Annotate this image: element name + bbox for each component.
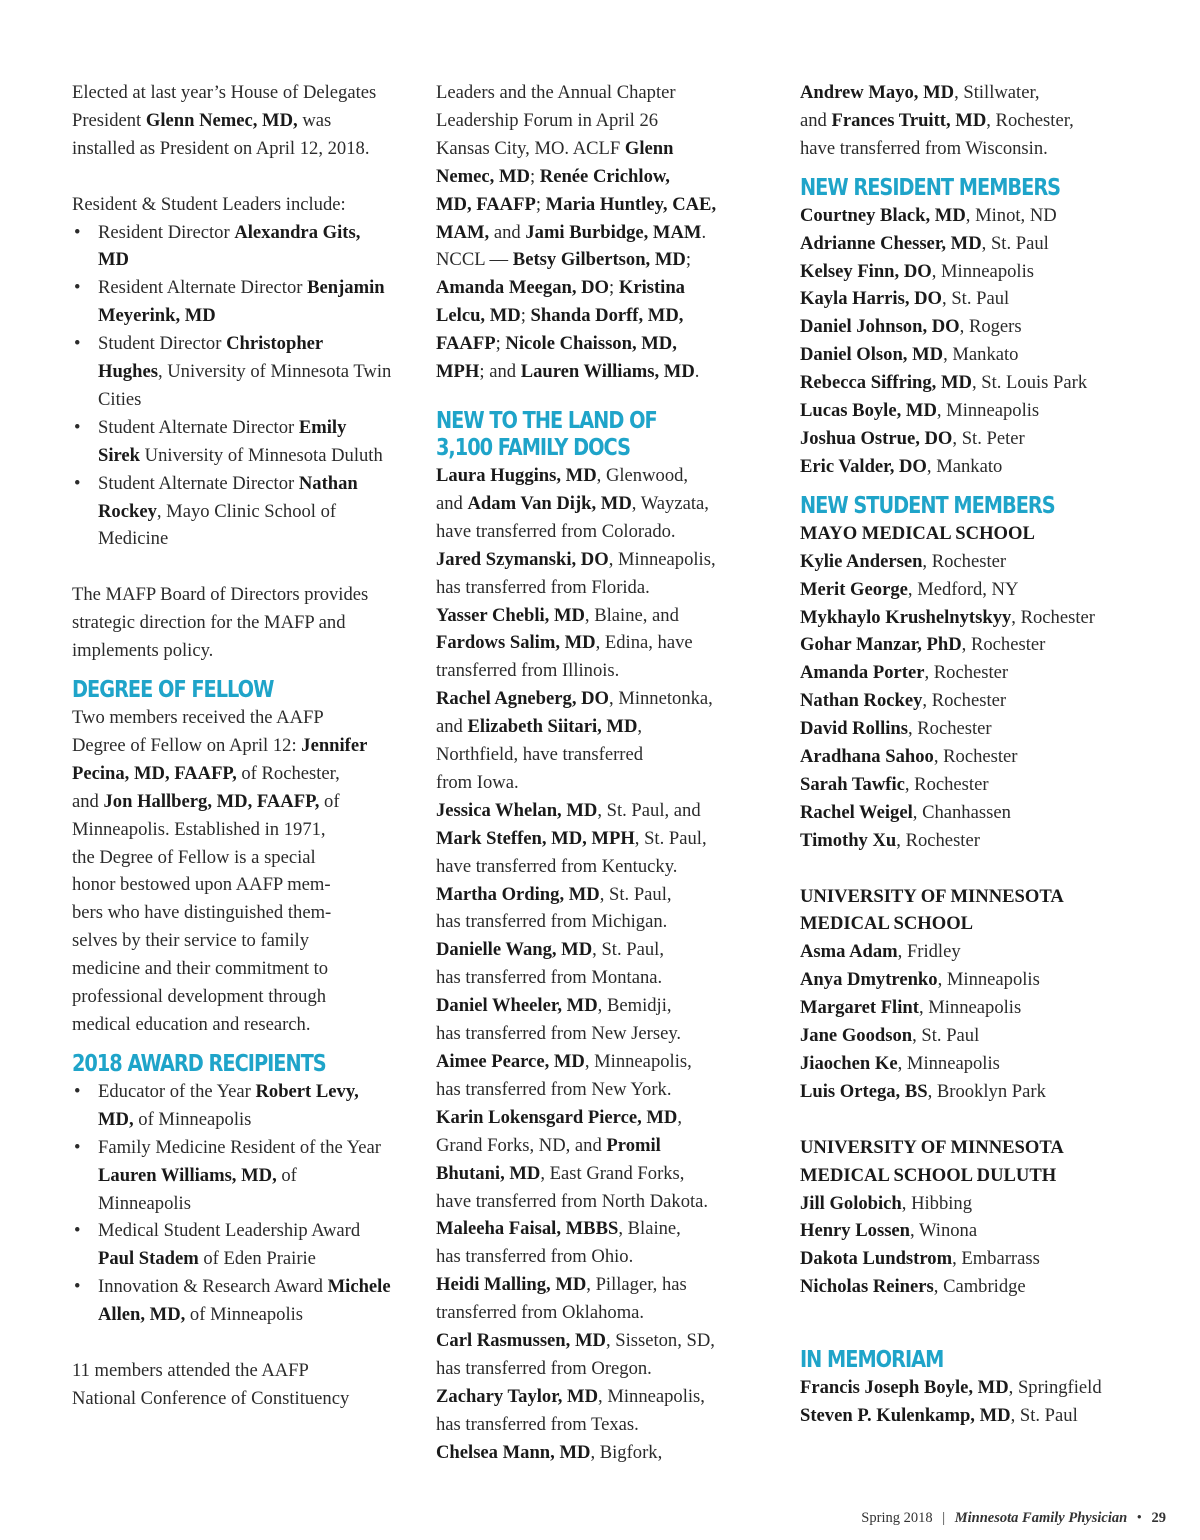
text-line: Gohar Manzar, PhD, Rochester	[800, 634, 1046, 656]
list-item: • Medical Student Leadership Award Paul Stadem of Eden Prairie	[72, 1217, 392, 1273]
text-line: Northfield, have transferred	[436, 744, 644, 766]
text-line: bers who have distinguished them-	[72, 902, 332, 924]
transfer-list	[436, 462, 756, 1467]
text-line: Minneapolis. Established in 1971,	[72, 818, 326, 840]
umn-heading-line2: MEDICAL SCHOOL	[800, 913, 974, 935]
text-line: Kylie Andersen, Rochester	[800, 550, 1007, 572]
text-line: medicine and their commitment to	[72, 958, 329, 980]
text-line: Amanda Meegan, DO; Kristina	[436, 277, 685, 299]
text-line: Luis Ortega, BS, Brooklyn Park	[800, 1080, 1046, 1102]
new-resident-members-heading: NEW RESIDENT MEMBERS	[800, 174, 1061, 201]
text-line: Daniel Wheeler, MD, Bemidji,	[436, 995, 672, 1017]
umd-heading-line1: UNIVERSITY OF MINNESOTA	[800, 1136, 1064, 1158]
text-line: Jessica Whelan, MD, St. Paul, and	[436, 799, 701, 821]
list-item: • Family Medicine Resident of the Year Lauren Williams, MD, of Minneapolis	[72, 1134, 392, 1218]
text-line: and Frances Truitt, MD, Rochester,	[800, 109, 1074, 131]
text-line: installed as President on April 12, 2018.	[72, 137, 370, 159]
column-right	[800, 79, 1140, 1430]
text-line: and Adam Van Dijk, MD, Wayzata,	[436, 492, 709, 514]
new-to-land-heading-line2: 3,100 FAMILY DOCS	[436, 434, 630, 461]
text-line: have transferred from Wisconsin.	[800, 137, 1048, 159]
umn-heading-line1: UNIVERSITY OF MINNESOTA	[800, 885, 1064, 907]
text-line: Mark Steffen, MD, MPH, St. Paul,	[436, 827, 707, 849]
text-line: Aimee Pearce, MD, Minneapolis,	[436, 1051, 692, 1072]
text-line: from Iowa.	[436, 771, 519, 793]
text-line: Chelsea Mann, MD, Bigfork,	[436, 1441, 663, 1463]
degree-of-fellow-paragraph	[72, 704, 392, 1039]
aclf-paragraph	[436, 79, 756, 386]
list-item: • Innovation & Research Award Michele Allen, MD, of Minneapolis	[72, 1273, 392, 1329]
text-line: Joshua Ostrue, DO, St. Peter	[800, 427, 1025, 449]
issue-date: Spring 2018	[861, 1510, 933, 1526]
leaders-intro: Resident & Student Leaders include:	[72, 193, 346, 215]
text-line: Mykhaylo Krushelnytskyy, Rochester	[800, 606, 1095, 628]
text-line: Sarah Tawfic, Rochester	[800, 773, 989, 795]
page-footer	[0, 1510, 1166, 1527]
text-line: has transferred from Montana.	[436, 967, 663, 989]
text-line: Fardows Salim, MD, Edina, have	[436, 632, 693, 654]
text-line: have transferred from Kentucky.	[436, 855, 678, 877]
text-line: Elected at last year’s House of Delegates	[72, 82, 377, 103]
wisconsin-transfers	[800, 79, 1140, 163]
text-line: has transferred from Texas.	[436, 1413, 639, 1435]
text-line: NCCL — Betsy Gilbertson, MD;	[436, 249, 691, 271]
text-line: Merit George, Medford, NY	[800, 578, 1019, 600]
text-line: honor bestowed upon AAFP mem-	[72, 874, 331, 896]
text-line: Aradhana Sahoo, Rochester	[800, 746, 1018, 768]
text-line: Francis Joseph Boyle, MD, Springfield	[800, 1377, 1102, 1399]
text-line: have transferred from North Dakota.	[436, 1190, 709, 1212]
text-line: Nathan Rockey, Rochester	[800, 690, 1007, 712]
text-line: Heidi Malling, MD, Pillager, has	[436, 1274, 687, 1296]
award-recipients-list	[72, 1078, 392, 1329]
text-line: has transferred from Michigan.	[436, 911, 668, 933]
text-line: Andrew Mayo, MD, Stillwater,	[800, 82, 1040, 103]
list-item: • Student Alternate Director Emily Sirek University of Minnesota Duluth	[72, 414, 392, 470]
text-line: professional development through	[72, 986, 327, 1008]
text-line: Leadership Forum in April 26	[436, 109, 659, 131]
new-to-land-heading-line1: NEW TO THE LAND OF	[436, 407, 657, 434]
text-line: has transferred from Ohio.	[436, 1246, 634, 1268]
text-line: Danielle Wang, MD, St. Paul,	[436, 939, 664, 961]
text-line: Carl Rasmussen, MD, Sisseton, SD,	[436, 1330, 715, 1352]
text-line: transferred from Illinois.	[436, 660, 620, 682]
text-line: MAM, and Jami Burbidge, MAM.	[436, 221, 707, 243]
text-line: Degree of Fellow on April 12: Jennifer	[72, 734, 368, 756]
text-line: selves by their service to family	[72, 930, 309, 952]
text-line: Nemec, MD; Renée Crichlow,	[436, 165, 670, 187]
umd-students-list	[800, 1190, 1140, 1302]
text-line: Karin Lokensgard Pierce, MD,	[436, 1106, 683, 1128]
text-line: transferred from Oklahoma.	[436, 1302, 645, 1324]
mayo-students-list	[800, 548, 1140, 855]
text-line: has transferred from New York.	[436, 1078, 672, 1100]
text-line: Jane Goodson, St. Paul	[800, 1025, 980, 1047]
text-line: Courtney Black, MD, Minot, ND	[800, 204, 1057, 226]
text-line: Martha Ording, MD, St. Paul,	[436, 883, 672, 905]
text-line: the Degree of Fellow is a special	[72, 846, 316, 868]
text-line: Jill Golobich, Hibbing	[800, 1192, 973, 1214]
list-item: • Student Director Christopher Hughes, University of Minnesota Twin Cities	[72, 330, 392, 414]
text-line: Timothy Xu, Rochester	[800, 829, 980, 851]
umn-students-list	[800, 938, 1140, 1105]
text-line: Rebecca Siffring, MD, St. Louis Park	[800, 372, 1088, 394]
text-line: Leaders and the Annual Chapter	[436, 82, 676, 103]
award-recipients-heading: 2018 AWARD RECIPIENTS	[72, 1050, 326, 1077]
column-left	[72, 79, 392, 1413]
text-line: Dakota Lundstrom, Embarrass	[800, 1248, 1040, 1270]
publication-name: Minnesota Family Physician	[954, 1510, 1128, 1526]
text-line: Adrianne Chesser, MD, St. Paul	[800, 232, 1049, 254]
text-line: and Jon Hallberg, MD, FAAFP, of	[72, 790, 340, 812]
new-student-members-heading: NEW STUDENT MEMBERS	[800, 492, 1055, 519]
leaders-list	[72, 219, 392, 554]
text-line: and Elizabeth Siitari, MD,	[436, 716, 643, 738]
text-line: Lelcu, MD; Shanda Dorff, MD,	[436, 305, 684, 327]
list-item: • Student Alternate Director Nathan Rockey, Mayo Clinic School of Medicine	[72, 470, 392, 554]
text-line: Pecina, MD, FAAFP, of Rochester,	[72, 762, 340, 784]
text-line: medical education and research.	[72, 1013, 311, 1035]
text-line: President Glenn Nemec, MD, was	[72, 109, 332, 131]
text-line: has transferred from Oregon.	[436, 1357, 652, 1379]
text-line: Two members received the AAFP	[72, 707, 324, 728]
nccl-paragraph	[72, 1357, 392, 1413]
new-resident-members-list	[800, 202, 1140, 481]
president-paragraph	[72, 79, 392, 163]
text-line: has transferred from New Jersey.	[436, 1023, 682, 1045]
text-line: Eric Valder, DO, Mankato	[800, 455, 1003, 477]
degree-of-fellow-heading: DEGREE OF FELLOW	[72, 677, 274, 703]
text-line: has transferred from Florida.	[436, 576, 650, 598]
text-line: MD, FAAFP; Maria Huntley, CAE,	[436, 193, 717, 215]
text-line: David Rollins, Rochester	[800, 718, 992, 740]
umd-heading-line2: MEDICAL SCHOOL DULUTH	[800, 1164, 1057, 1186]
text-line: Bhutani, MD, East Grand Forks,	[436, 1162, 685, 1184]
board-paragraph: The MAFP Board of Directors provides strategic direction for the MAFP and implements policy.	[72, 584, 369, 662]
text-line: Kansas City, MO. ACLF Glenn	[436, 137, 674, 159]
text-line: FAAFP; Nicole Chaisson, MD,	[436, 333, 677, 355]
text-line: Yasser Chebli, MD, Blaine, and	[436, 604, 679, 626]
text-line: Zachary Taylor, MD, Minneapolis,	[436, 1385, 705, 1407]
text-line: MPH; and Lauren Williams, MD.	[436, 361, 700, 383]
mayo-medical-school-heading: MAYO MEDICAL SCHOOL	[800, 522, 1035, 544]
footer-bullet: •	[1136, 1510, 1142, 1526]
text-line: 11 members attended the AAFP	[72, 1359, 309, 1381]
text-line: Daniel Olson, MD, Mankato	[800, 344, 1019, 366]
footer-separator: |	[942, 1510, 946, 1526]
text-line: National Conference of Constituency	[72, 1387, 350, 1409]
list-item: • Educator of the Year Robert Levy, MD, of Minneapolis	[72, 1078, 392, 1134]
text-line: Jiaochen Ke, Minneapolis	[800, 1052, 1000, 1074]
text-line: Laura Huggins, MD, Glenwood,	[436, 464, 689, 486]
text-line: Henry Lossen, Winona	[800, 1220, 978, 1242]
text-line: Rachel Weigel, Chanhassen	[800, 801, 1011, 823]
list-item: • Resident Director Alexandra Gits, MD	[72, 219, 392, 275]
text-line: Kelsey Finn, DO, Minneapolis	[800, 260, 1034, 282]
text-line: Grand Forks, ND, and Promil	[436, 1134, 661, 1156]
text-line: Asma Adam, Fridley	[800, 941, 961, 963]
in-memoriam-list	[800, 1374, 1140, 1430]
text-line: Lucas Boyle, MD, Minneapolis	[800, 400, 1040, 422]
text-line: Jared Szymanski, DO, Minneapolis,	[436, 548, 716, 570]
in-memoriam-heading: IN MEMORIAM	[800, 1347, 944, 1374]
page-number: 29	[1151, 1510, 1166, 1526]
column-middle	[436, 79, 756, 1467]
text-line: have transferred from Colorado.	[436, 520, 676, 542]
text-line: Daniel Johnson, DO, Rogers	[800, 316, 1022, 338]
text-line: Anya Dmytrenko, Minneapolis	[800, 969, 1040, 991]
list-item: • Resident Alternate Director Benjamin Meyerink, MD	[72, 274, 392, 330]
text-line: Maleeha Faisal, MBBS, Blaine,	[436, 1218, 681, 1240]
text-line: Steven P. Kulenkamp, MD, St. Paul	[800, 1404, 1078, 1426]
text-line: Kayla Harris, DO, St. Paul	[800, 288, 1010, 310]
text-line: Rachel Agneberg, DO, Minnetonka,	[436, 688, 713, 710]
text-line: Nicholas Reiners, Cambridge	[800, 1276, 1026, 1298]
text-line: Amanda Porter, Rochester	[800, 662, 1009, 684]
text-line: Margaret Flint, Minneapolis	[800, 997, 1022, 1019]
